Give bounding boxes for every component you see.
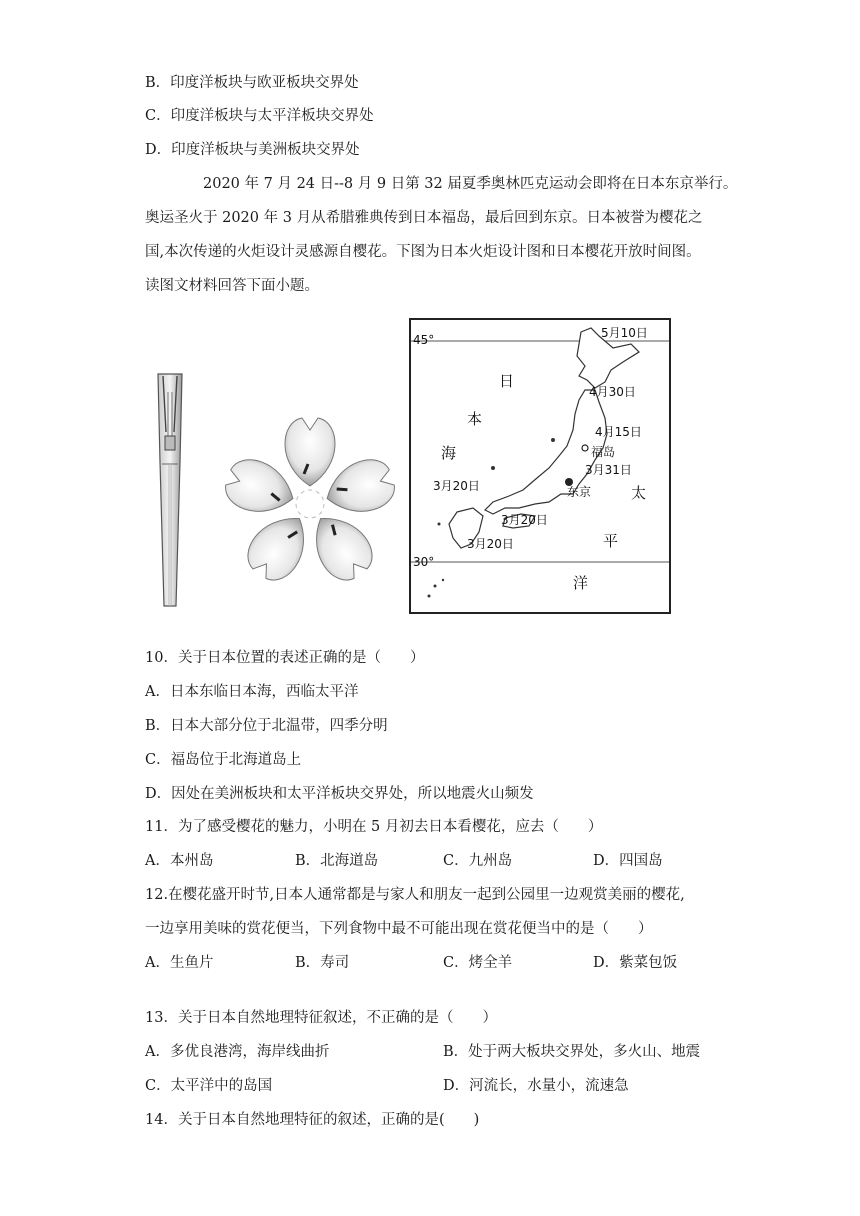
date-label-5-10: 5月10日 xyxy=(601,326,648,340)
q11-option-b[interactable]: B．北海道岛 xyxy=(295,853,379,869)
sea-char-2: 本 xyxy=(467,410,483,428)
date-label-3-31: 3月31日 xyxy=(585,463,632,477)
latitude-30-label: 30° xyxy=(413,555,435,569)
prev-option-d: D．印度洋板块与美洲板块交界处 xyxy=(145,142,360,158)
date-label-3-20-west: 3月20日 xyxy=(433,479,480,493)
q10-option-a[interactable]: A．日本东临日本海，西临太平洋 xyxy=(145,684,359,700)
q11-option-c[interactable]: C．九州岛 xyxy=(443,853,513,869)
q14-stem: 14．关于日本自然地理特征的叙述，正确的是( ) xyxy=(145,1112,480,1128)
q11-option-a[interactable]: A．本州岛 xyxy=(145,853,214,869)
cherry-blossom-illustration xyxy=(214,416,406,584)
date-label-4-30: 4月30日 xyxy=(589,385,636,399)
q13-option-a[interactable]: A．多优良港湾，海岸线曲折 xyxy=(145,1044,330,1060)
material-line-2: 奥运圣火于 2020 年 3 月从希腊雅典传到日本福岛，最后回到东京。日本被誉为樱花之 xyxy=(145,210,703,226)
material-line-1: 2020 年 7 月 24 日--8 月 9 日第 32 届夏季奥林匹克运动会即将在日本东京举行。 xyxy=(203,176,738,192)
q13-option-b[interactable]: B．处于两大板块交界处，多火山、地震 xyxy=(443,1044,701,1060)
latitude-45-label: 45° xyxy=(413,333,435,347)
q12-option-d[interactable]: D．紫菜包饭 xyxy=(593,955,678,971)
q10-stem: 10．关于日本位置的表述正确的是（ ） xyxy=(145,650,425,666)
q12-option-a[interactable]: A．生鱼片 xyxy=(145,955,214,971)
ocean-char-2: 平 xyxy=(603,532,619,550)
q13-option-d[interactable]: D．河流长，水量小，流速急 xyxy=(443,1078,629,1094)
q12-option-b[interactable]: B．寿司 xyxy=(295,955,350,971)
prev-option-c: C．印度洋板块与太平洋板块交界处 xyxy=(145,108,374,124)
q10-option-d[interactable]: D．因处在美洲板块和太平洋板块交界处，所以地震火山频发 xyxy=(145,786,534,802)
q10-option-c[interactable]: C．福岛位于北海道岛上 xyxy=(145,752,302,768)
material-line-3: 国,本次传递的火炬设计灵感源自樱花。下图为日本火炬设计图和日本樱花开放时间图。 xyxy=(145,244,701,260)
tokyo-label: 东京 xyxy=(567,485,592,499)
material-line-4: 读图文材料回答下面小题。 xyxy=(145,278,319,294)
ocean-char-3: 洋 xyxy=(573,574,589,592)
ocean-char-1: 太 xyxy=(631,484,647,502)
prev-option-b: B．印度洋板块与欧亚板块交界处 xyxy=(145,75,359,91)
q13-stem: 13．关于日本自然地理特征叙述，不正确的是（ ） xyxy=(145,1010,497,1026)
q10-option-b[interactable]: B．日本大部分位于北温带，四季分明 xyxy=(145,718,388,734)
torch-illustration xyxy=(150,372,190,608)
q12-stem-line-1: 12.在樱花盛开时节,日本人通常都是与家人和朋友一起到公园里一边观赏美丽的樱花, xyxy=(145,887,685,903)
date-label-3-20-kyushu: 3月20日 xyxy=(467,537,514,551)
q12-stem-line-2: 一边享用美味的赏花便当，下列食物中最不可能出现在赏花便当中的是（ ） xyxy=(145,921,653,937)
q12-option-c[interactable]: C．烤全羊 xyxy=(443,955,513,971)
sea-char-1: 日 xyxy=(499,372,515,390)
q13-option-c[interactable]: C．太平洋中的岛国 xyxy=(145,1078,273,1094)
japan-cherry-blossom-map xyxy=(409,318,671,614)
date-label-4-15: 4月15日 xyxy=(595,425,642,439)
date-label-3-20-south: 3月20日 xyxy=(501,513,548,527)
q11-stem: 11．为了感受樱花的魅力，小明在 5 月初去日本看樱花，应去（ ） xyxy=(145,819,603,835)
fukushima-label: 福岛 xyxy=(591,445,616,459)
sea-char-3: 海 xyxy=(441,444,457,462)
q11-option-d[interactable]: D．四国岛 xyxy=(593,853,663,869)
